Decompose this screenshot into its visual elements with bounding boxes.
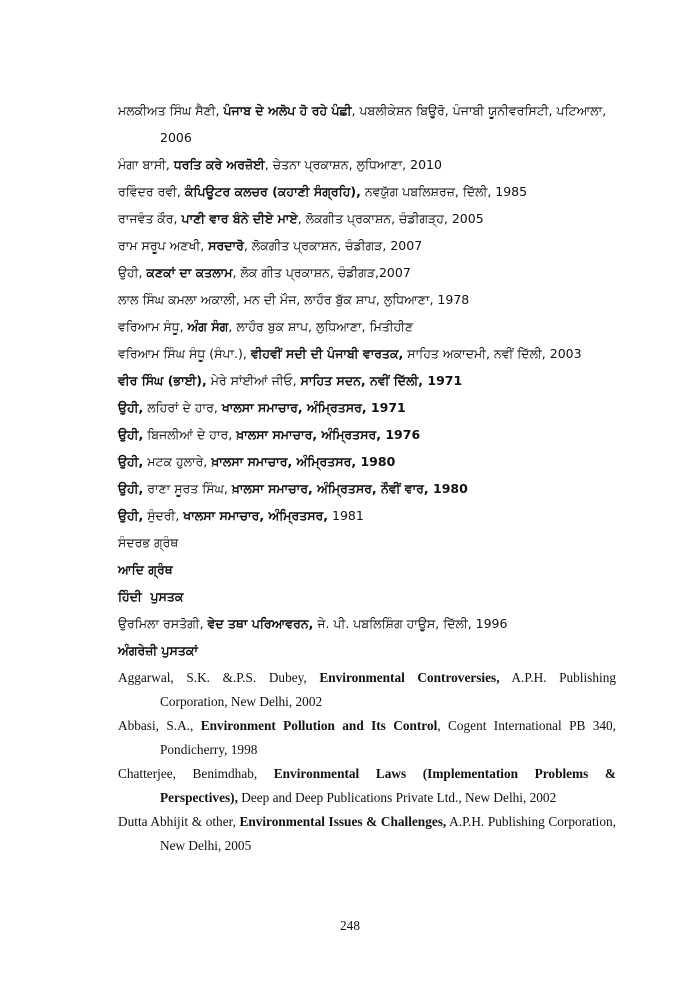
reference-entry-hindi: ਉਰਮਿਲਾ ਰਸਤੋਗੀ, ਵੇਦ ਤਥਾ ਪਰਿਆਵਰਨ, ਜੇ. ਪੀ. ਪਬਲਿਸ਼ਿੰਗ ਹਾਊਸ, ਦਿੱਲੀ, 1996 (118, 616, 508, 631)
heading-adi-granth: ਆਦਿ ਗ੍ਰੰਥ (118, 562, 173, 577)
reference-entry: ਰਾਮ ਸਰੂਪ ਅਣਖੀ, ਸਰਦਾਰੋ, ਲੋਕਗੀਤ ਪ੍ਰਕਾਸ਼ਨ, ਚੰਡੀਗੜ, 2007 (118, 238, 423, 253)
reference-entry: ਰਵਿੰਦਰ ਰਵੀ, ਕੰਪਿਊਟਰ ਕਲਚਰ (ਕਹਾਣੀ ਸੰਗ੍ਰਹਿ), ਨਵਯੁੱਗ ਪਬਲਿਸ਼ਰਜ਼, ਦਿੱਲੀ, 1985 (118, 184, 528, 199)
reference-entry-english: Abbasi, S.A., Environment Pollution and Its Control, Cogent International PB 340, Pondicherry, 1998 (118, 718, 616, 757)
reference-entry: ਉਹੀ, ਲਹਿਰਾਂ ਦੇ ਹਾਰ, ਖਾਲਸਾ ਸਮਾਚਾਰ, ਅੰਮ੍ਰਿਤਸਰ, 1971 (118, 400, 406, 415)
reference-entry: ਉਹੀ, ਸੁੰਦਰੀ, ਖਾਲਸਾ ਸਮਾਚਾਰ, ਅੰਮ੍ਰਿਤਸਰ, 1981 (118, 508, 364, 523)
reference-entry: ਵਰਿਆਮ ਸੰਧੂ, ਅੰਗ ਸੰਗ, ਲਾਹੌਰ ਬੁਕ ਸ਼ਾਪ, ਲੁਧਿਆਣਾ, ਮਿਤੀਹੀਣ (118, 319, 414, 334)
reference-entry: ਰਾਜਵੰਤ ਕੌਰ, ਪਾਣੀ ਵਾਰ ਬੰਨੇ ਦੀਏ ਮਾਏ, ਲੋਕਗੀਤ ਪ੍ਰਕਾਸ਼ਨ, ਚੰਡੀਗੜ੍ਹ, 2005 (118, 211, 484, 226)
reference-entry: ਉਹੀ, ਬਿਜਲੀਆਂ ਦੇ ਹਾਰ, ਖ਼ਾਲਸਾ ਸਮਾਚਾਰ, ਅੰਮ੍ਰਿਤਸਰ, 1976 (118, 427, 421, 442)
page-number: 248 (340, 918, 360, 933)
reference-entry: ਮਲਕੀਅਤ ਸਿੰਘ ਸੈਣੀ, ਪੰਜਾਬ ਦੇ ਅਲੋਪ ਹੋ ਰਹੇ ਪੰਛੀ, ਪਬਲੀਕੇਸ਼ਨ ਬਿਊਰੋ, ਪੰਜਾਬੀ ਯੂਨੀਵਰਸਿਟੀ, ਪਟਿਆਲਾ, 2006 (118, 103, 607, 145)
reference-entry-english: Chatterjee, Benimdhab, Environmental Laws (Implementation Problems & Perspectives), Deep and Deep Publications Private Ltd., New Delhi, 2002 (118, 766, 616, 805)
bibliography (118, 97, 616, 858)
reference-entry-english: Dutta Abhijit & other, Environmental Issues & Challenges, A.P.H. Publishing Corporation, New Delhi, 2005 (118, 814, 616, 853)
reference-entry-english: Aggarwal, S.K. &.P.S. Dubey, Environmental Controversies, A.P.H. Publishing Corporation, New Delhi, 2002 (118, 670, 616, 709)
heading-hindi-books: ਹਿੰਦੀ ਪੁਸਤਕ (118, 589, 184, 604)
reference-entry: ਉਹੀ, ਰਾਣਾ ਸੂਰਤ ਸਿੰਘ, ਖ਼ਾਲਸਾ ਸਮਾਚਾਰ, ਅੰਮ੍ਰਿਤਸਰ, ਨੌਵੀਂ ਵਾਰ, 1980 (118, 481, 468, 496)
reference-entry: ਵਰਿਆਮ ਸਿੰਘ ਸੰਧੂ (ਸੰਪਾ.), ਵੀਹਵੀਂ ਸਦੀ ਦੀ ਪੰਜਾਬੀ ਵਾਰਤਕ, ਸਾਹਿਤ ਅਕਾਦਮੀ, ਨਵੀਂ ਦਿੱਲੀ, 2003 (118, 346, 582, 361)
heading-english-books: ਅੰਗਰੇਜ਼ੀ ਪੁਸਤਕਾਂ (118, 643, 198, 658)
reference-entry: ਲਾਲ ਸਿੰਘ ਕਮਲਾ ਅਕਾਲੀ, ਮਨ ਦੀ ਮੌਜ, ਲਾਹੌਰ ਬੁੱਕ ਸ਼ਾਪ, ਲੁਧਿਆਣਾ, 1978 (118, 292, 470, 307)
reference-entry: ਉਹੀ, ਮਟਕ ਹੁਲਾਰੇ, ਖ਼ਾਲਸਾ ਸਮਾਚਾਰ, ਅੰਮ੍ਰਿਤਸਰ, 1980 (118, 454, 396, 469)
reference-entry: ਵੀਰ ਸਿੰਘ (ਭਾਈ), ਮੇਰੇ ਸਾਂਈਆਂ ਜੀਓ, ਸਾਹਿਤ ਸਦਨ, ਨਵੀਂ ਦਿੱਲੀ, 1971 (118, 373, 463, 388)
heading-reference-texts: ਸੰਦਰਭ ਗ੍ਰੰਥ (118, 535, 179, 550)
reference-entry: ਉਹੀ, ਕਣਕਾਂ ਦਾ ਕਤਲਾਮ, ਲੋਕ ਗੀਤ ਪ੍ਰਕਾਸ਼ਨ, ਚੰਡੀਗੜ,2007 (118, 265, 411, 280)
reference-entry: ਮੰਗਾ ਬਾਸੀ, ਧਰਤਿ ਕਰੇ ਅਰਜ਼ੋਈ, ਚੇਤਨਾ ਪ੍ਰਕਾਸ਼ਨ, ਲੁਧਿਆਣਾ, 2010 (118, 157, 442, 172)
